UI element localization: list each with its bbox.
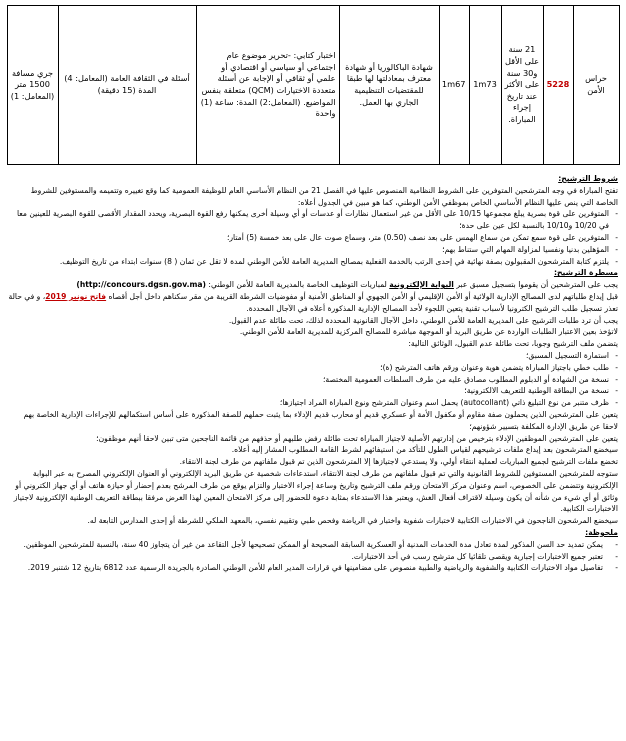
notes-heading: ملحوظة:: [585, 527, 618, 537]
procedure-text: ، و في حالة تعذر تسجيل طلب الترشيح الكترونيا لأسباب تقنية يتعين اللجوء لأحد المصالح الإدارية المذكورة أعلاه في الآجال المحددة.: [8, 291, 618, 313]
document-item: - نسخة من البطاقة الوطنية للتعريف الالكترونية؛: [8, 385, 618, 397]
conditions-intro: تفتح المباراة في وجه المترشحين المتوفرين على الشروط النظامية المنصوص عليها في الفصل 21 من النظام الأساسي العام للوظيفة العمومية كما وقع تغييره وتتميمه والمستوفين للشروط الخاصة التي ينص عليها النظام الأساسي الخاص بموظفي الأمن الوطني، كما هو مبين في الجدول أعلاه:: [30, 185, 618, 207]
procedure-heading: مسطرة الترشيح:: [553, 268, 618, 278]
procedure-paragraph: يتعين على المترشحين الذين يحملون صفة مقاوم أو مكفول الأمة أو عسكري قديم أو محارب قديم الإدلاء بما يثبت حملهم للصفة المذكورة على أساس استكمالهم للإجراءات الإدارية الخاصة بهم لاحقا عن طريق الإدارة المكلفة بتسيير شؤونهم؛: [23, 409, 618, 431]
procedure-paragraph: يتضمن ملف الترشيح وجوبا، تحت طائلة عدم القبول، الوثائق التالية:: [408, 339, 618, 349]
condition-item: - المؤهلين بدنيا ونفسيا لمزاولة المهام التي ستناط بهم؛: [8, 244, 618, 256]
positions-table: [7, 5, 620, 165]
table-row: [7, 6, 619, 165]
procedure-paragraph: سيخضع المرشحون الناجحون في الاختبارات الكتابية لاختبارات شفوية واختبار في الرياضة وفحص طبي وتقييم نفسي، بالمعهد الملكي للشرطة أو إحدى المدارس التابعة له.: [87, 516, 618, 526]
written-exam-cell: اختبار كتابي: -تحرير موضوع عام اجتماعي أو سياسي أو اقتصادي أو علمي أو ثقافي أو الإجابة عن أسئلة متعددة الاختيارات (QCM) متعلقة بنفس المواضيع. (المعامل:2) المدة: ساعة (1) واحدة: [196, 6, 339, 165]
job-title-cell: حراس الأمن: [573, 6, 619, 165]
procedure-text: يجب على المترشحين أن يقوموا بتسجيل مسبق عبر: [456, 280, 618, 290]
portal-link[interactable]: البوابة الإلكترونية: [389, 280, 454, 290]
general-culture-cell: أسئلة في الثقافة العامة (المعامل: 4) المدة (15 دقيقة): [58, 6, 196, 165]
procedure-paragraph: سيخضع المترشحون بعد إيداع ملفات ترشيحهم لقياس الطول للتأكد من استيفائهم لشرط القامة المطلوب المشار إليه أعلاه.: [231, 445, 618, 455]
document-item: - طلب خطي باجتياز المباراة يتضمن هوية وعنوان ورقم هاتف المترشح (ة)؛: [8, 362, 618, 374]
procedure-paragraph: ستوجه للمترشحين المستوفين للشروط القانونية والتي تم قبول ملفاتهم من طرف لجنة الانتقاء، استدعاءات شخصية عن طريق البريد الإلكتروني أو العنوان الإلكتروني المصرح به عبر البوابة الإلكترونية وتتضمن على الخصوص، اسم وعنوان مركز الامتحان ورقم ملف الترشيح وتاريخ وساعة إجراء الاختبار والتزام يوقع من طرف المرشح بعدم إحضار أو حيازة هاتف أو أي جهاز الكتروني أو وثائق أو أي شيء من شأنه أن يكون وسيلة لاقتراف أفعال الغش، ويعتبر هذا الاستدعاء بمثابة دعوة للحضور إلى مركز الامتحان المعين لهذا الغرض مرفقا ببطاقة التعريف الوطنية الإلكترونية لاجتياز الاختبارات الكتابية.: [13, 468, 618, 514]
procedure-paragraph: يجب أن ترد طلبات الترشيح على المديرية العامة للأمن الوطني، داخل الآجال القانونية المحددة لذلك، تحت طائلة عدم القبول.: [228, 315, 618, 325]
deadline-date: فاتح نونبر 2019: [45, 291, 107, 301]
document-item: - نسخة من الشهادة أو الدبلوم المطلوب مصادق عليه من طرف السلطات العمومية المختصة؛: [8, 374, 618, 386]
document-item: - ظرف متنبر من نوع التبليغ ذاتي (autocollant) يحمل اسم وعنوان المترشح ونوع المباراة المراد اجتيازها؛: [8, 397, 618, 409]
document-item: - استمارة التسجيل المسبق؛: [8, 350, 618, 362]
condition-item: - المتوفرين على قوة سمع تمكن من سماع الهمس على بعد نصف (0.50) متر، وسماع صوت عال على بعد خمسة (5) أمتار؛: [8, 232, 618, 244]
procedure-paragraph-2: [8, 291, 618, 315]
conditions-heading: شروط الترشيح:: [558, 174, 618, 183]
procedure-paragraph-1: [8, 279, 618, 291]
height-cell-2: 1m67: [439, 6, 469, 165]
procedure-paragraph: يتعين على المترشحين الموظفين الإدلاء بترخيص من إدارتهم الأصلية لاجتياز المباراة تحت طائلة رفض طلبهم أو حذفهم من قائمة الناجحين متى تبين لاحقا أنهم موظفون؛: [96, 433, 618, 443]
condition-item: - المتوفرين على قوة بصرية يبلغ مجموعها 10/15 على الأقل من غير استعمال نظارات أو عدسات أو أي وسيلة أخرى يمكنها رفع القوة البصرية، ويحدد المقدار الأقصى للقوة البصرية للعينين معا في 10/20 و10/10 بالنسبة لكل عين على حدة؛: [8, 208, 618, 232]
age-cell: 21 سنة على الأقل و30 سنة على الأكثر عند تاريخ إجراء المباراة.: [501, 6, 543, 165]
diploma-cell: شهادة الباكالوريا أو شهادة معترف بمعادلتها لها طبقا للمقتضيات التنظيمية الجاري بها العمل.: [339, 6, 439, 165]
note-item: - يمكن تمديد حد السن المذكور لمدة تعادل مدة الخدمات المدنية أو العسكرية السابقة الصحيحة أو الممكن تصحيحها لأجل التقاعد من غير أن يتجاوز 40 سنة، بالنسبة للمترشحين الموظفين.: [8, 539, 618, 551]
running-test-cell: جري مسافة 1500 متر (المعامل: 1): [7, 6, 58, 165]
document-body: [6, 165, 620, 574]
procedure-text: لمباريات التوظيف الخاصة بالمديرية العامة للأمن الوطني:: [208, 280, 387, 290]
note-item: - تعتبر جميع الاختبارات إجبارية ويقصى تلقائيا كل مترشح رسب في أحد الاختبارات.: [8, 551, 618, 563]
procedure-paragraph: لاتؤخذ بعين الاعتبار الطلبات الواردة عن طريق البريد أو الموجهة مباشرة للمصالح المركزية للمديرية العامة للأمن الوطني.: [239, 327, 618, 337]
portal-url[interactable]: (http://concours.dgsn.gov.ma): [76, 280, 206, 290]
procedure-text: قبل إيداع طلباتهم لدى المصالح الإدارية الولائية أو الأمن الإقليمي أو الأمن الجهوي أو المناطق الأمنية أو مفوضيات الشرطة القريبة من مقر سكناهم داخل أجل أقصاه: [108, 291, 618, 301]
note-item: - تفاصيل مواد الاختبارات الكتابية والشفوية والرياضية والطبية منصوص على مضامينها في قرارات المدير العام للأمن الوطني الصادرة بالجريدة الرسمية عدد 6812 بتاريخ 12 شتنبر 2019.: [8, 562, 618, 574]
height-cell-1: 1m73: [469, 6, 501, 165]
procedure-paragraph: تخضع ملفات الترشيح لجميع المباريات لعملية انتقاء أولي، ولا يستدعي لاجتيازها إلا المترشحون الذين تم قبول ملفاتهم من طرف لجنة الانتقاء.: [179, 457, 618, 467]
positions-count-cell: 5228: [543, 6, 573, 165]
condition-item: - يلتزم كتابة المترشحون المقبولون بصفة نهائية في إحدى الرتب بالخدمة الفعلية بمصالح المديرية العامة للأمن الوطني لمدة لا تقل عن ثمان ( 8) سنوات ابتداء من تاريخ التوظيف.: [8, 256, 618, 268]
